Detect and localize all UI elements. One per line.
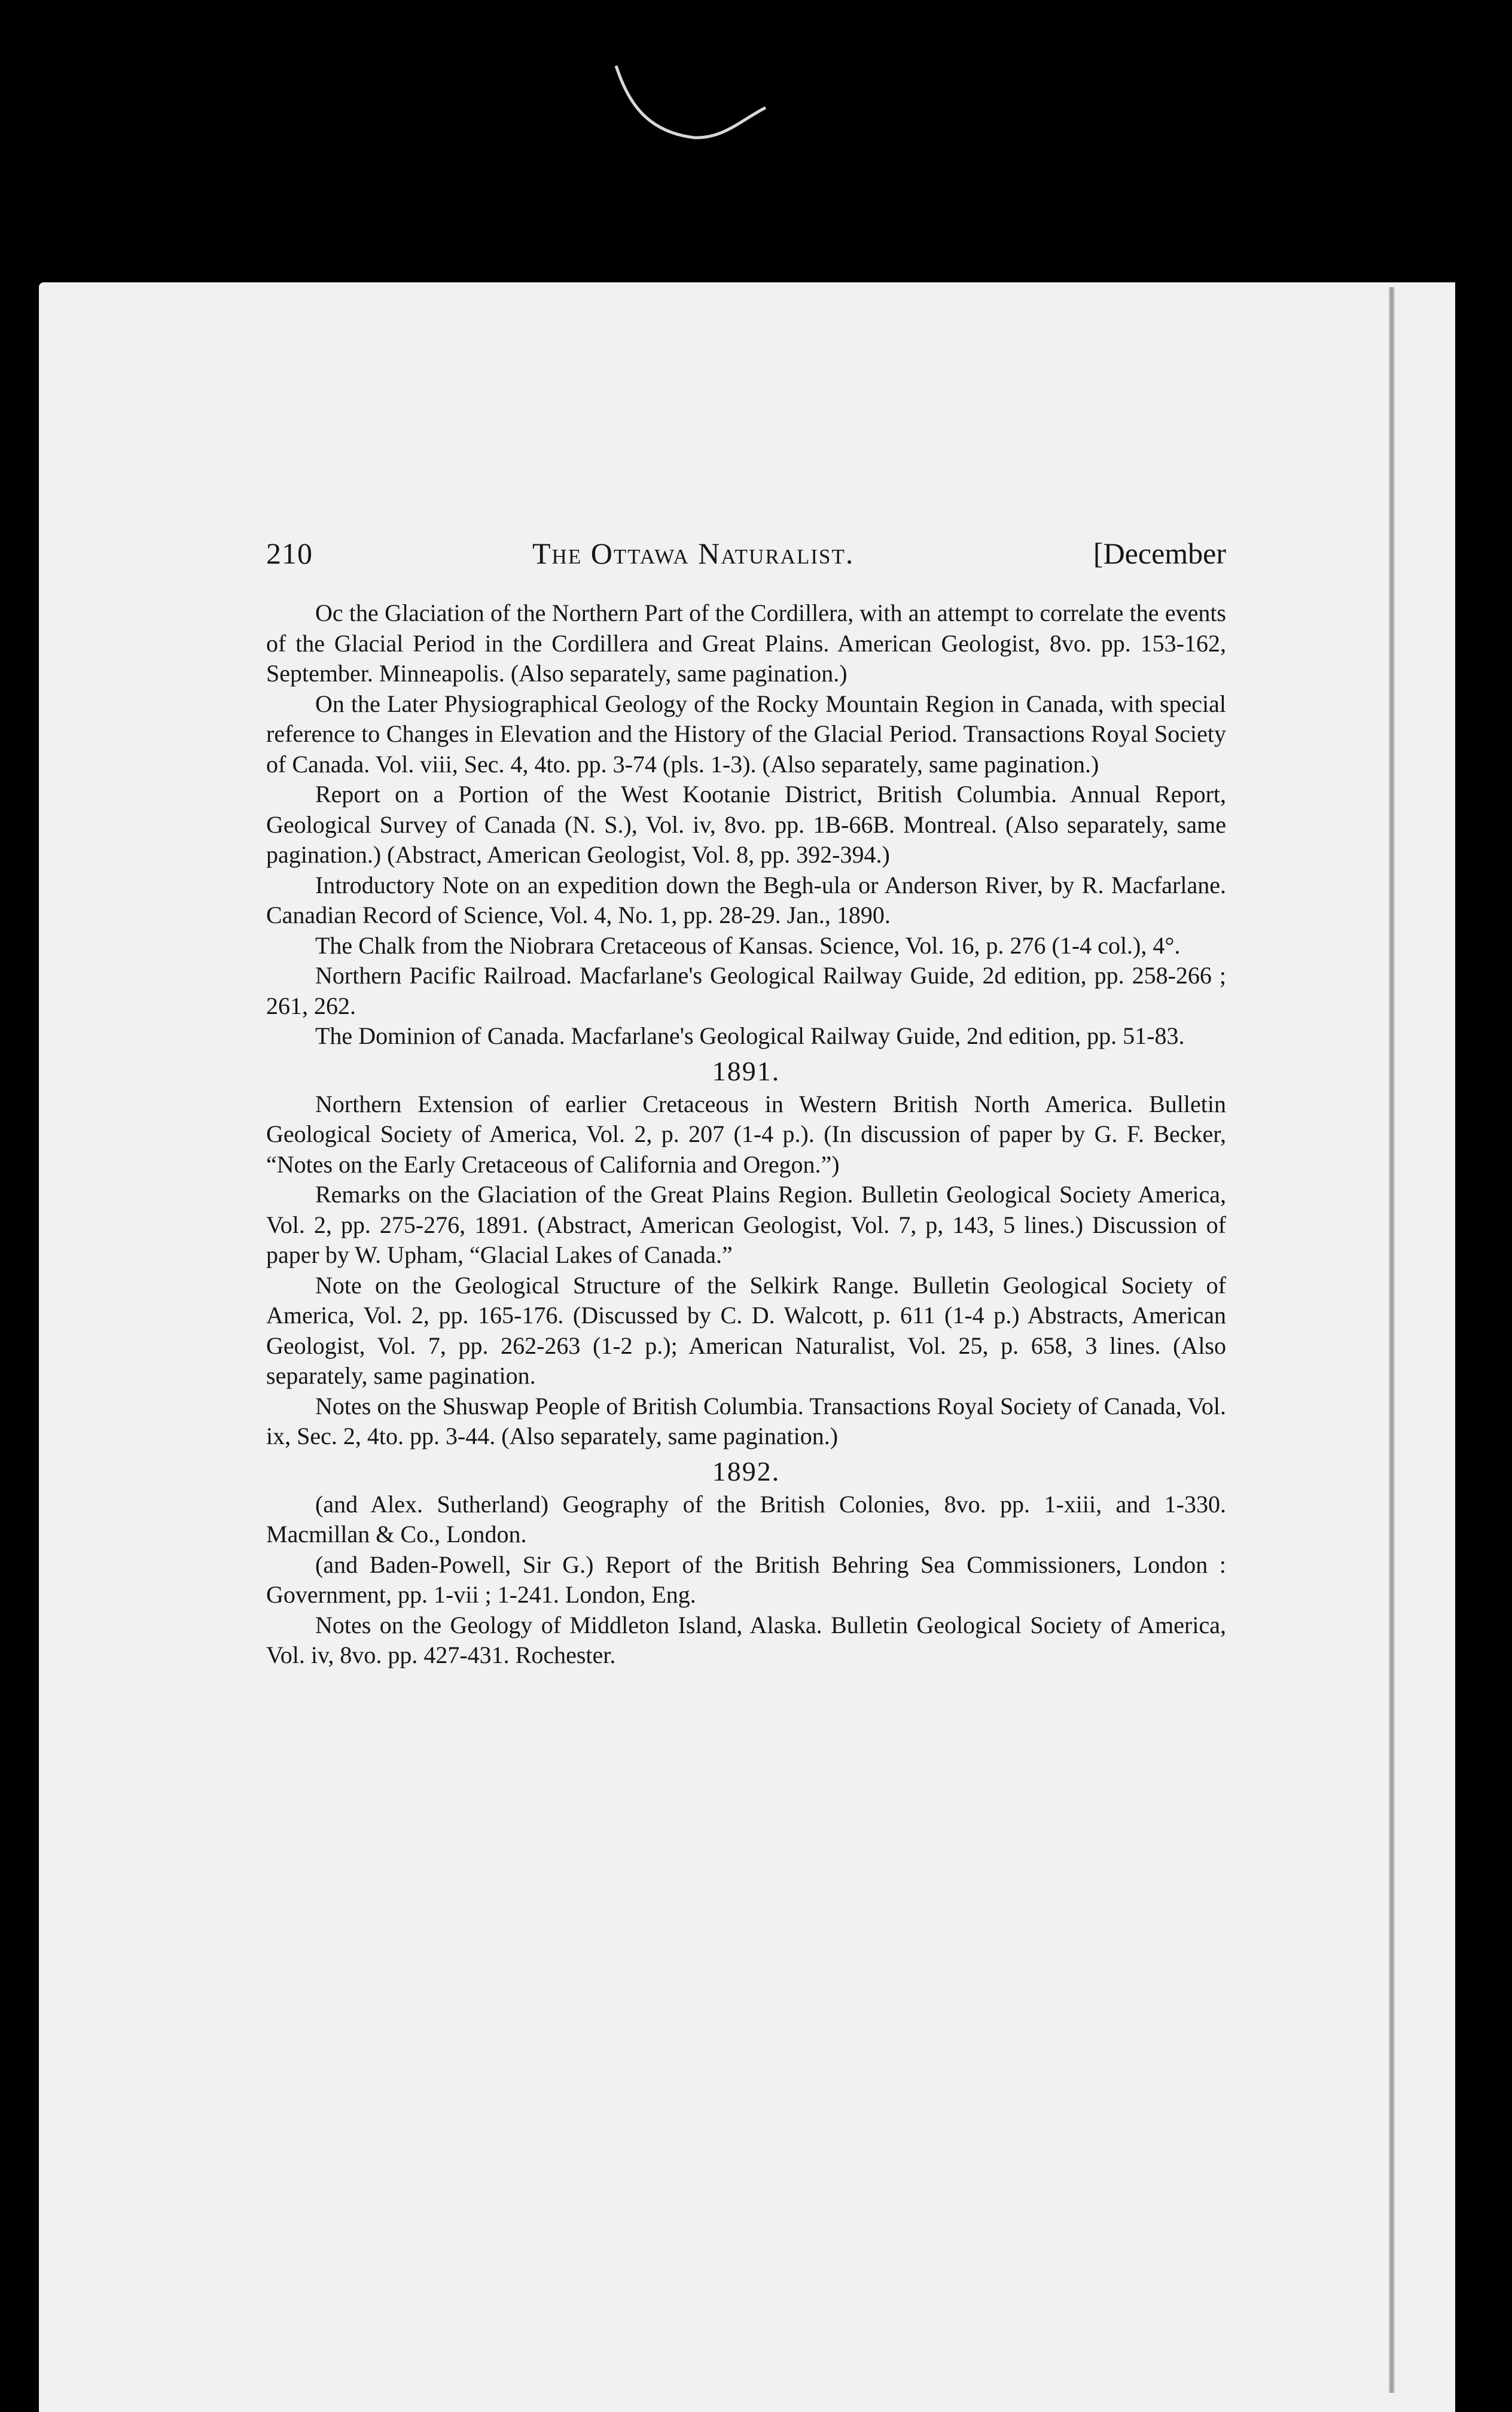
bibliography-entry: Report on a Portion of the West Kootanie District, British Columbia. Annual Report, Geological Survey of Canada (N. S.), Vol. iv, 8vo. pp. 1B-66B. Montreal. (Also separately, same pagination.) (Abstract, American Geologist, Vol. 8, pp. 392-394.) — [266, 781, 1226, 868]
bibliography-entry: Notes on the Geology of Middleton Island, Alaska. Bulletin Geological Society of America, Vol. iv, 8vo. pp. 427-431. Rochester. — [266, 1611, 1226, 1668]
page-gutter-edge — [1389, 287, 1395, 2393]
bibliography-entry: (and Baden-Powell, Sir G.) Report of the British Behring Sea Commissioners, London : Government, pp. 1-vii ; 1-241. London, Eng. — [266, 1551, 1226, 1608]
bibliography-entry: On the Later Physiographical Geology of the Rocky Mountain Region in Canada, with special reference to Changes in Elevation and the History of the Glacial Period. Transactions Royal Society of Canada. Vol. viii, Sec. 4, 4to. pp. 3-74 (pls. 1-3). (Also separately, same pagination.) — [266, 690, 1226, 778]
running-month: [December — [1093, 537, 1226, 570]
page-number: 210 — [266, 537, 313, 570]
bibliography-entry: Notes on the Shuswap People of British Columbia. Transactions Royal Society of Canada, Vol. ix, Sec. 2, 4to. pp. 3-44. (Also separately, same pagination.) — [266, 1392, 1226, 1449]
running-header — [266, 532, 1226, 574]
bibliography-entry: Northern Extension of earlier Cretaceous in Western British North America. Bulletin Geological Society of America, Vol. 2, p. 207 (1-4 p.). (In discussion of paper by G. F. Becker, “Notes on the Early Cretaceous of California and Oregon.”) — [266, 1090, 1226, 1178]
year-heading: 1891. — [712, 1055, 781, 1086]
scan-pen-mark — [604, 60, 784, 150]
bibliography-body — [266, 598, 1226, 1671]
bibliography-entry: The Dominion of Canada. Macfarlane's Geological Railway Guide, 2nd edition, pp. 51-83. — [315, 1022, 1185, 1049]
bibliography-entry: Oc the Glaciation of the Northern Part of the Cordillera, with an attempt to correlate the events of the Glacial Period in the Cordillera and Great Plains. American Geologist, 8vo. pp. 153-162, September. Minneapolis. (Also separately, same pagination.) — [266, 599, 1226, 687]
bibliography-entry: Introductory Note on an expedition down the Begh-ula or Anderson River, by R. Macfarlane. Canadian Record of Science, Vol. 4, No. 1, pp. 28-29. Jan., 1890. — [266, 871, 1226, 928]
bibliography-entry: Note on the Geological Structure of the Selkirk Range. Bulletin Geological Society of America, Vol. 2, pp. 165-176. (Discussed by C. D. Walcott, p. 611 (1-4 p.) Abstracts, American Geologist, Vol. 7, pp. 262-263 (1-2 p.); American Naturalist, Vol. 25, p. 658, 3 lines. (Also separately, same pagination. — [266, 1271, 1226, 1389]
year-heading: 1892. — [712, 1455, 781, 1487]
bibliography-entry: The Chalk from the Niobrara Cretaceous of Kansas. Science, Vol. 16, p. 276 (1-4 col.), 4°. — [315, 931, 1181, 959]
bibliography-entry: (and Alex. Sutherland) Geography of the British Colonies, 8vo. pp. 1-xiii, and 1-330. Macmillan & Co., London. — [266, 1490, 1226, 1548]
bibliography-entry: Northern Pacific Railroad. Macfarlane's Geological Railway Guide, 2d edition, pp. 258-266 ; 261, 262. — [266, 962, 1226, 1019]
bibliography-entry: Remarks on the Glaciation of the Great Plains Region. Bulletin Geological Society America, Vol. 2, pp. 275-276, 1891. (Abstract, American Geologist, Vol. 7, p, 143, 5 lines.) Discussion of paper by W. Upham, “Glacial Lakes of Canada.” — [266, 1181, 1226, 1268]
running-title: The Ottawa Naturalist. — [532, 537, 855, 570]
